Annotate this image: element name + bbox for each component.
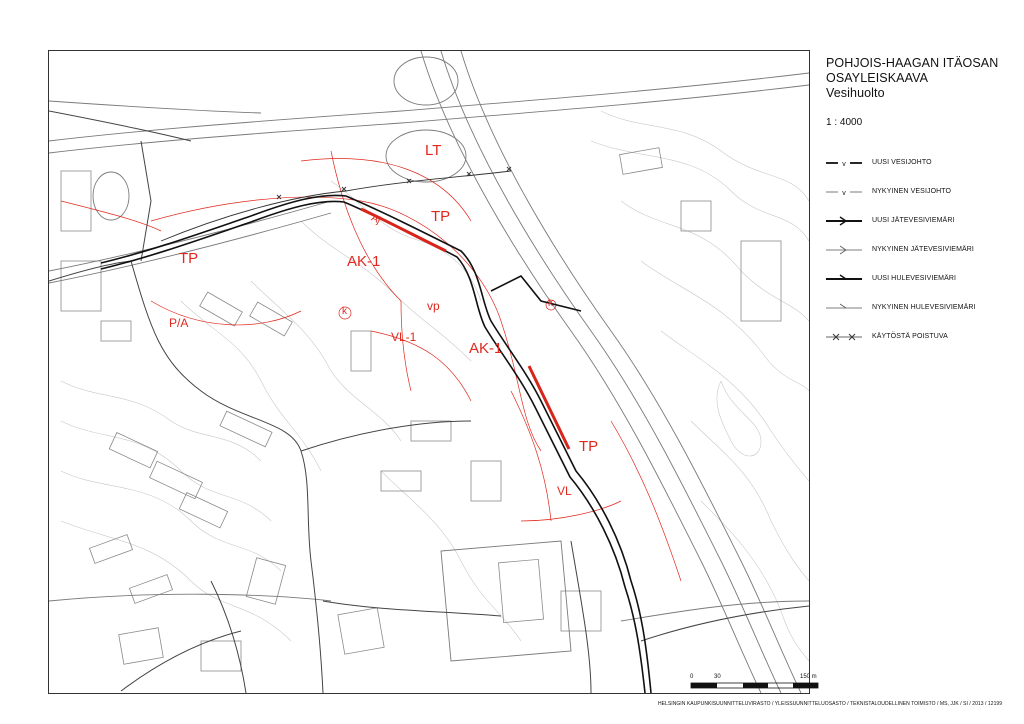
legend-item-new-sewer [826, 206, 1024, 235]
zone-ak1-lower-label: AK-1 [469, 340, 503, 357]
legend-list [826, 148, 1024, 351]
legend-label-removed: KÄYTÖSTÄ POISTUVA [872, 333, 948, 340]
zone-pa-label: P/A [169, 316, 189, 330]
new-sewer-symbol [826, 216, 862, 226]
scalebar-tick-0: 0 [690, 674, 694, 680]
buildings [61, 148, 781, 671]
legend-item-existing-storm [826, 293, 1024, 322]
zone-ak1-upper-label: AK-1 [347, 253, 381, 270]
plan-title-line2: OSAYLEISKAAVA [826, 71, 929, 85]
legend-label-new-sewer: UUSI JÄTEVESIVIEMÄRI [872, 217, 955, 224]
scalebar-tick-150: 150 m [800, 674, 817, 680]
legend-label-existing-storm: NYKYINEN HULEVESIVIEMÄRI [872, 304, 976, 311]
legend-label-new-storm: UUSI HULEVESIVIEMÄRI [872, 275, 957, 282]
zone-k-left-label: k [342, 306, 347, 317]
zone-tp-upper-label: TP [431, 208, 451, 225]
legend-item-existing-water [826, 177, 1024, 206]
footer-credits: HELSINGIN KAUPUNKISUUNNITTELUVIRASTO / YLEISSUUNNITTELUOSASTO / TEKNISTALOUDELLINEN TOIMISTO / MS, JJK / SI / 2013 / 12199 [658, 701, 1003, 707]
legend-panel [826, 56, 1016, 340]
new-storm-symbol [826, 274, 862, 284]
new-water-symbol-letter: v [842, 160, 846, 168]
zone-tp-lower-label: TP [579, 438, 599, 455]
scale-bar [690, 674, 820, 694]
legend-item-new-water [826, 148, 1024, 177]
scalebar-graphic [690, 682, 820, 692]
existing-network [49, 111, 809, 693]
zone-aj-label: Aj [369, 212, 382, 227]
new-water-symbol [826, 158, 862, 168]
legend-item-new-storm [826, 264, 1024, 293]
zone-vp-label: vp [427, 299, 440, 313]
scalebar-tick-30: 30 [714, 674, 721, 680]
zone-lt-label: LT [425, 142, 442, 159]
legend-label-new-water: UUSI VESIJOHTO [872, 159, 932, 166]
existing-sewer-symbol [826, 245, 862, 255]
scale-text: 1 : 4000 [826, 117, 863, 128]
existing-water-symbol-letter: v [842, 189, 846, 197]
legend-item-removed [826, 322, 1024, 351]
legend-label-existing-sewer: NYKYINEN JÄTEVESIVIEMÄRI [872, 246, 974, 253]
zone-vl1-label: VL-1 [391, 330, 417, 344]
plan-title-line1: POHJOIS-HAAGAN ITÄOSAN [826, 56, 999, 70]
zone-k-right-label: k [548, 298, 553, 309]
zone-vl-label: VL [557, 484, 572, 498]
plan-title-line3: Vesihuolto [826, 86, 885, 100]
existing-storm-symbol [826, 303, 862, 313]
removed-symbol [826, 332, 862, 342]
zone-tp-left-label: TP [179, 250, 199, 267]
legend-label-existing-water: NYKYINEN VESIJOHTO [872, 188, 952, 195]
legend-item-existing-sewer [826, 235, 1024, 264]
map-frame[interactable] [48, 50, 810, 694]
existing-water-symbol [826, 187, 862, 197]
terrain-contours [61, 111, 809, 661]
